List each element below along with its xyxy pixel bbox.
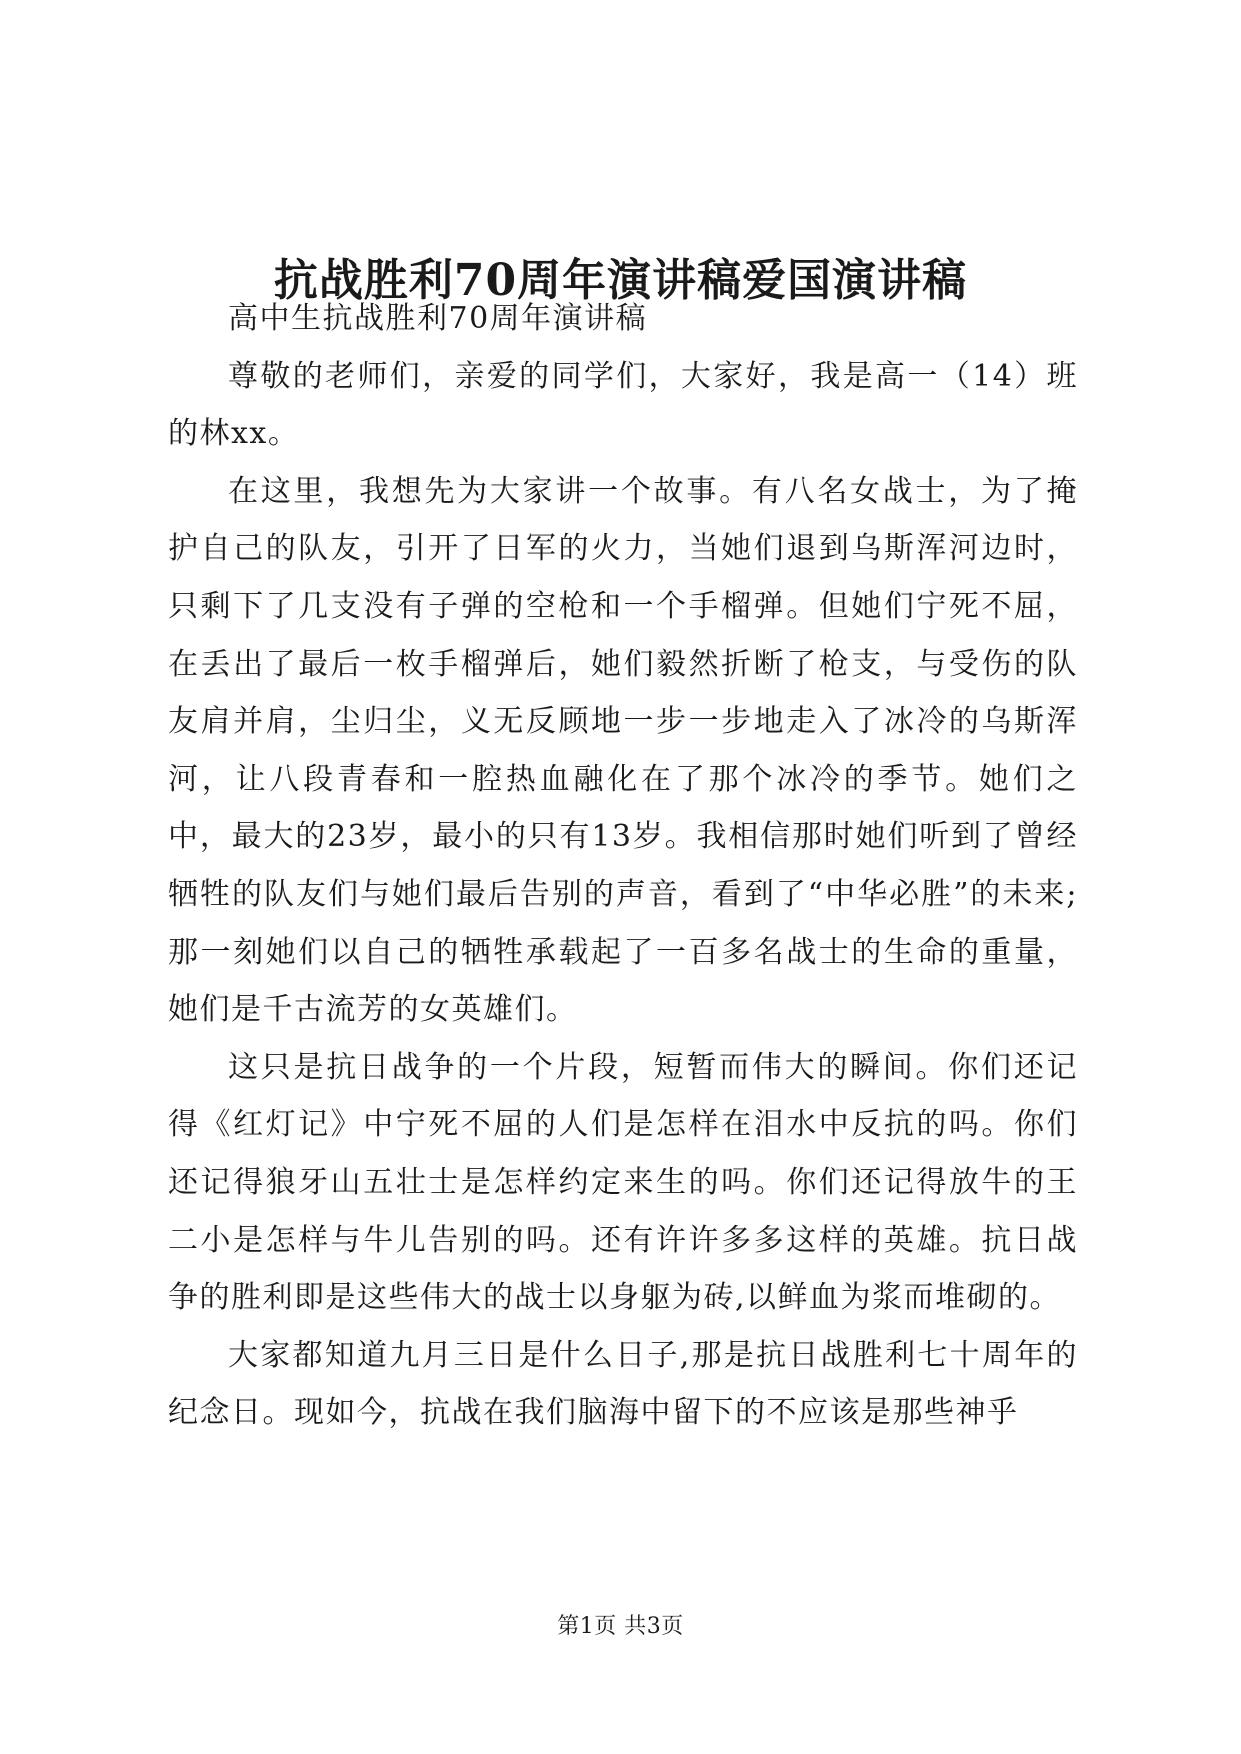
greeting-paragraph: 尊敬的老师们，亲爱的同学们，大家好，我是高一（14）班的林xx。	[168, 358, 1078, 452]
story-paragraph: 在这里，我想先为大家讲一个故事。有八名女战士，为了掩护自己的队友，引开了日军的火力，当她们退到乌斯浑河边时，只剩下了几支没有子弹的空枪和一个手榴弹。但她们宁死不屈，在丢出了最后一枚手榴弹后，她们毅然折断了枪支，与受伤的队友肩并肩，尘归尘，义无反顾地一步一步地走入了冰冷的乌斯浑河，让八段青春和一腔热血融化在了那个冰冷的季节。她们之中，最大的23岁，最小的只有13岁。我相信那时她们听到了曾经牺牲的队友们与她们最后告别的声音，看到了“中华必胜”的未来;那一刻她们以自己的牺牲承载起了一百多名战士的生命的重量，她们是千古流芳的女英雄们。	[168, 473, 1078, 1028]
page-number-footer: 第1页 共3页	[557, 1614, 684, 1639]
document-title: 抗战胜利70周年演讲稿爱国演讲稿	[273, 255, 968, 307]
heroes-paragraph: 这只是抗日战争的一个片段，短暂而伟大的瞬间。你们还记得《红灯记》中宁死不屈的人们是怎样在泪水中反抗的吗。你们还记得狼牙山五壮士是怎样约定来生的吗。你们还记得放牛的王二小是怎样与牛儿告别的吗。还有许许多多这样的英雄。抗日战争的胜利即是这些伟大的战士以身躯为砖,以鲜血为浆而堆砌的。	[168, 1049, 1078, 1316]
subtitle-paragraph: 高中生抗战胜利70周年演讲稿	[228, 301, 648, 336]
anniversary-paragraph: 大家都知道九月三日是什么日子,那是抗日战胜利七十周年的纪念日。现如今，抗战在我们脑海中留下的不应该是那些神乎	[168, 1337, 1078, 1431]
document-body	[168, 290, 1078, 1442]
